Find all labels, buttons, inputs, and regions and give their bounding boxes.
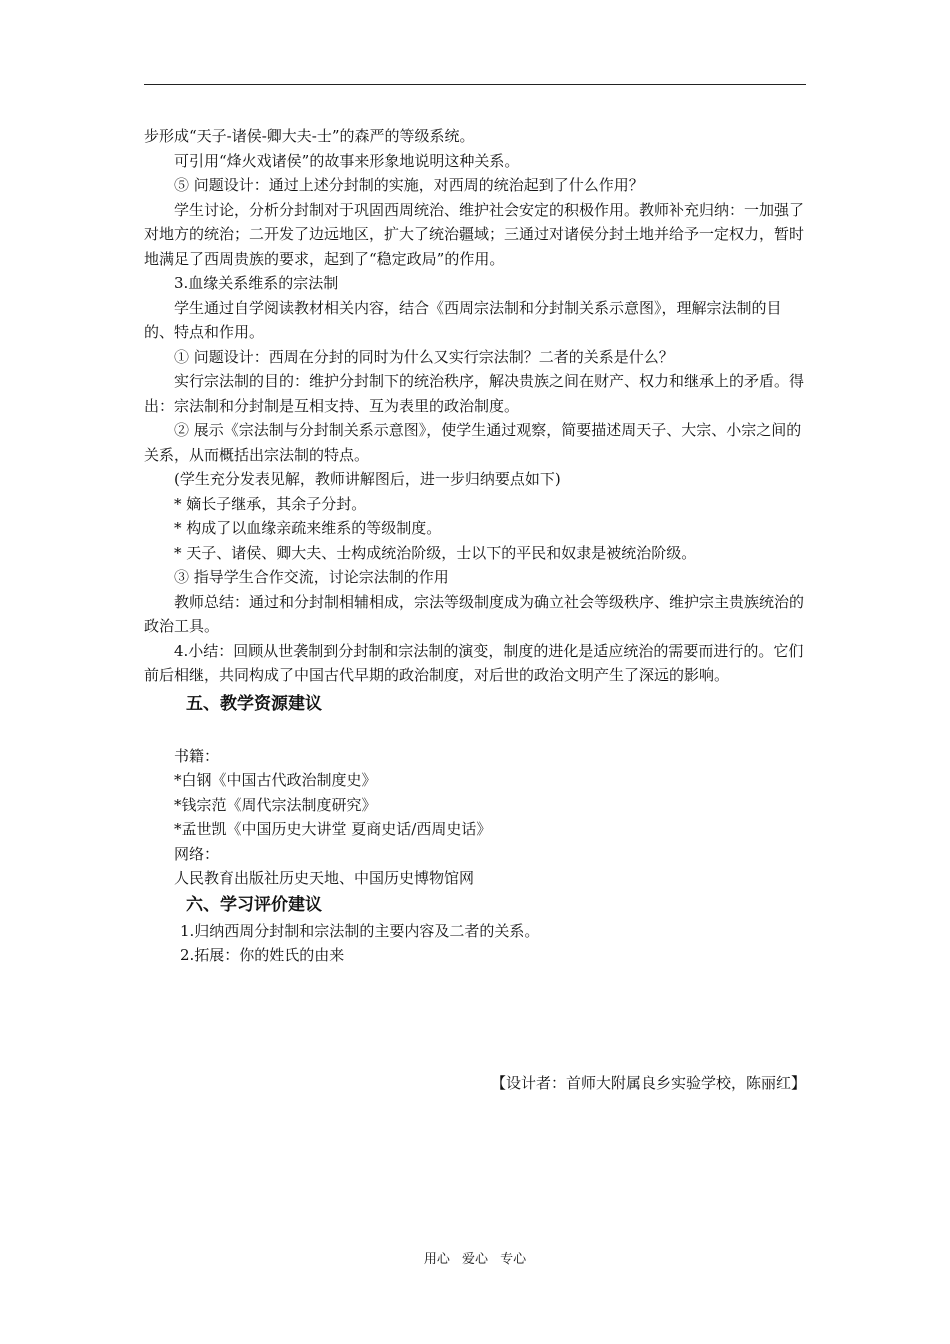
paragraph: ② 展示《宗法制与分封制关系示意图》，使学生通过观察，简要描述周天子、大宗、小宗之间的关系，从而概括出宗法制的特点。	[144, 421, 802, 464]
paragraph: 可引用“烽火戏诸侯”的故事来形象地说明这种关系。	[174, 151, 520, 170]
bullet-item: * 构成了以血缘亲疏来维系的等级制度。	[174, 519, 442, 537]
page-footer: 用心 爱心 专心	[423, 1252, 527, 1267]
paragraph: ③ 指导学生合作交流，讨论宗法制的作用	[174, 568, 449, 586]
list-item: *钱宗范《周代宗法制度研究》	[174, 795, 377, 814]
question-paragraph: ① 问题设计：西周在分封的同时为什么又实行宗法制？二者的关系是什么？	[174, 347, 674, 366]
list-item: *孟世凯《中国历史大讲堂 夏商史话/西周史话》	[174, 820, 492, 838]
paragraph: 教师总结：通过和分封制相辅相成，宗法等级制度成为确立社会等级秩序、维护宗主贵族统治的政治工具。	[144, 592, 805, 635]
paragraph: 学生讨论，分析分封制对于巩固西周统治、维护社会安定的积极作用。教师补充归纳：一加强了对地方的统治；二开发了边远地区，扩大了统治疆域；三通过对诸侯分封土地并给予一定权力，暂时地满足了西周贵族的要求，起到了“稳定政局”的作用。	[144, 200, 805, 268]
question-paragraph: ⑤ 问题设计：通过上述分封制的实施，对西周的统治起到了什么作用？	[174, 176, 644, 194]
bullet-item: * 天子、诸侯、卿大夫、士构成统治阶级，士以下的平民和奴隶是被统治阶级。	[174, 543, 697, 562]
header-rule	[144, 84, 806, 85]
author-credit: 【设计者：首师大附属良乡实验学校，陈丽红】	[490, 1074, 806, 1092]
paragraph: 学生通过自学阅读教材相关内容，结合《西周宗法制和分封制关系示意图》，理解宗法制的目的、特点和作用。	[144, 298, 782, 341]
paragraph: 步形成“天子-诸侯-卿大夫-士”的森严的等级系统。	[144, 127, 475, 145]
list-item: 人民教育出版社历史天地、中国历史博物馆网	[174, 869, 475, 887]
list-item: 2.拓展：你的姓氏的由来	[180, 946, 345, 964]
section-heading-resources: 五、教学资源建议	[186, 693, 322, 714]
list-item: 书籍：	[174, 746, 220, 765]
paragraph: 实行宗法制的目的：维护分封制下的统治秩序，解决贵族之间在财产、权力和继承上的矛盾。得出：宗法制和分封制是互相支持、互为表里的政治制度。	[144, 372, 805, 415]
summary-paragraph: 4.小结：回顾从世袭制到分封制和宗法制的演变，制度的进化是适应统治的需要而进行的。它们前后相继，共同构成了中国古代早期的政治制度，对后世的政治文明产生了深远的影响。	[144, 641, 804, 684]
bullet-item: * 嫡长子继承，其余子分封。	[174, 494, 367, 513]
list-item: *白钢《中国古代政治制度史》	[174, 771, 377, 789]
paragraph: (学生充分发表见解，教师讲解图后，进一步归纳要点如下)	[174, 470, 561, 488]
subsection-title: 3.血缘关系维系的宗法制	[174, 274, 339, 292]
document-body	[144, 124, 806, 968]
section-heading-evaluation: 六、学习评价建议	[186, 894, 322, 915]
list-item: 1.归纳西周分封制和宗法制的主要内容及二者的关系。	[180, 921, 540, 940]
list-item: 网络：	[174, 844, 220, 863]
